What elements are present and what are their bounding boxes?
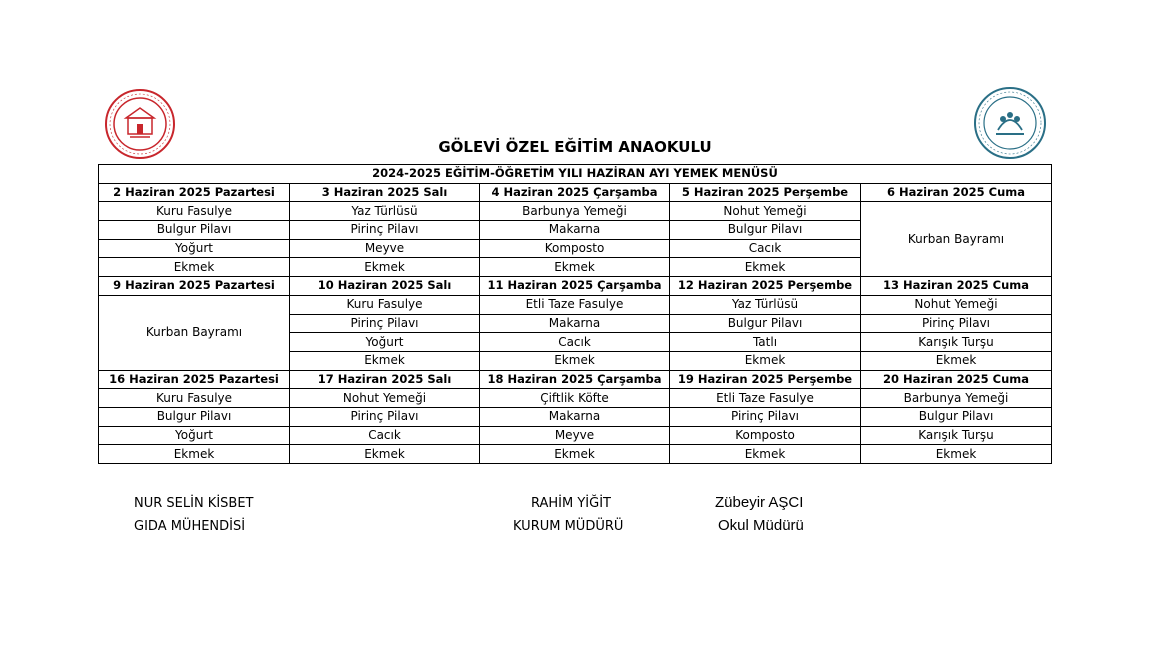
menu-item: Nohut Yemeği xyxy=(670,202,861,221)
menu-item: Makarna xyxy=(480,314,670,333)
menu-item: Yaz Türlüsü xyxy=(670,295,861,314)
menu-item: Yaz Türlüsü xyxy=(290,202,480,221)
day-header: 19 Haziran 2025 Perşembe xyxy=(670,370,861,389)
menu-item-row xyxy=(99,407,1052,426)
menu-item: Makarna xyxy=(480,407,670,426)
menu-item: Meyve xyxy=(290,239,480,258)
menu-item-row xyxy=(99,445,1052,464)
menu-table xyxy=(98,164,1052,464)
day-header: 4 Haziran 2025 Çarşamba xyxy=(480,183,670,202)
day-header: 17 Haziran 2025 Salı xyxy=(290,370,480,389)
menu-item: Bulgur Pilavı xyxy=(670,221,861,240)
menu-item: Ekmek xyxy=(99,258,290,277)
menu-item: Ekmek xyxy=(290,351,480,370)
signature-role-1: GIDA MÜHENDİSİ xyxy=(134,519,246,534)
menu-item: Ekmek xyxy=(480,351,670,370)
day-header: 9 Haziran 2025 Pazartesi xyxy=(99,277,290,296)
menu-item: Etli Taze Fasulye xyxy=(480,295,670,314)
menu-item: Yoğurt xyxy=(99,426,290,445)
day-header: 20 Haziran 2025 Cuma xyxy=(861,370,1052,389)
menu-item-row xyxy=(99,389,1052,408)
menu-item: Kuru Fasulye xyxy=(290,295,480,314)
menu-item: Ekmek xyxy=(99,445,290,464)
menu-item: Ekmek xyxy=(670,351,861,370)
menu-item: Kuru Fasulye xyxy=(99,202,290,221)
menu-item: Meyve xyxy=(480,426,670,445)
menu-item: Ekmek xyxy=(290,445,480,464)
menu-item: Komposto xyxy=(670,426,861,445)
menu-item-row xyxy=(99,202,1052,221)
menu-item: Ekmek xyxy=(861,351,1052,370)
menu-item: Ekmek xyxy=(290,258,480,277)
menu-item: Barbunya Yemeği xyxy=(480,202,670,221)
menu-item: Etli Taze Fasulye xyxy=(670,389,861,408)
menu-item: Nohut Yemeği xyxy=(290,389,480,408)
menu-item: Barbunya Yemeği xyxy=(861,389,1052,408)
day-header: 16 Haziran 2025 Pazartesi xyxy=(99,370,290,389)
menu-item: Bulgur Pilavı xyxy=(99,221,290,240)
day-header: 5 Haziran 2025 Perşembe xyxy=(670,183,861,202)
menu-item: Ekmek xyxy=(480,258,670,277)
menu-item: Bulgur Pilavı xyxy=(670,314,861,333)
menu-item: Bulgur Pilavı xyxy=(99,407,290,426)
day-header: 13 Haziran 2025 Cuma xyxy=(861,277,1052,296)
menu-item: Yoğurt xyxy=(99,239,290,258)
menu-item: Ekmek xyxy=(861,445,1052,464)
day-header: 18 Haziran 2025 Çarşamba xyxy=(480,370,670,389)
menu-item: Bulgur Pilavı xyxy=(861,407,1052,426)
school-title: GÖLEVİ ÖZEL EĞİTİM ANAOKULU xyxy=(438,138,712,156)
menu-item: Makarna xyxy=(480,221,670,240)
menu-item: Pirinç Pilavı xyxy=(290,314,480,333)
menu-item-row xyxy=(99,295,1052,314)
day-header: 12 Haziran 2025 Perşembe xyxy=(670,277,861,296)
menu-item: Cacık xyxy=(290,426,480,445)
week-header-row xyxy=(99,370,1052,389)
holiday-cell: Kurban Bayramı xyxy=(99,295,290,370)
menu-item: Ekmek xyxy=(670,258,861,277)
menu-item: Ekmek xyxy=(480,445,670,464)
menu-item: Pirinç Pilavı xyxy=(290,407,480,426)
signature-name-1: NUR SELİN KİSBET xyxy=(134,496,254,511)
menu-item-row xyxy=(99,426,1052,445)
menu-title: 2024-2025 EĞİTİM-ÖĞRETİM YILI HAZİRAN AYI YEMEK MENÜSÜ xyxy=(99,165,1052,184)
day-header: 11 Haziran 2025 Çarşamba xyxy=(480,277,670,296)
menu-item: Kuru Fasulye xyxy=(99,389,290,408)
menu-item: Karışık Turşu xyxy=(861,333,1052,352)
menu-item: Tatlı xyxy=(670,333,861,352)
menu-item: Çiftlik Köfte xyxy=(480,389,670,408)
signature-name-2: RAHİM YİĞİT xyxy=(531,496,611,511)
day-header: 6 Haziran 2025 Cuma xyxy=(861,183,1052,202)
menu-item: Cacık xyxy=(480,333,670,352)
week-header-row xyxy=(99,183,1052,202)
menu-title-row xyxy=(99,165,1052,184)
day-header: 3 Haziran 2025 Salı xyxy=(290,183,480,202)
menu-item: Pirinç Pilavı xyxy=(861,314,1052,333)
menu-item: Ekmek xyxy=(670,445,861,464)
signature-name-3: Zübeyir AŞCI xyxy=(715,494,804,511)
day-header: 10 Haziran 2025 Salı xyxy=(290,277,480,296)
menu-item: Cacık xyxy=(670,239,861,258)
signature-role-2: KURUM MÜDÜRÜ xyxy=(513,519,624,534)
menu-item: Yoğurt xyxy=(290,333,480,352)
holiday-cell: Kurban Bayramı xyxy=(861,202,1052,277)
menu-item: Pirinç Pilavı xyxy=(290,221,480,240)
menu-item: Komposto xyxy=(480,239,670,258)
menu-item: Pirinç Pilavı xyxy=(670,407,861,426)
menu-item: Nohut Yemeği xyxy=(861,295,1052,314)
day-header: 2 Haziran 2025 Pazartesi xyxy=(99,183,290,202)
signature-role-3: Okul Müdürü xyxy=(718,517,804,534)
week-header-row xyxy=(99,277,1052,296)
menu-item: Karışık Turşu xyxy=(861,426,1052,445)
